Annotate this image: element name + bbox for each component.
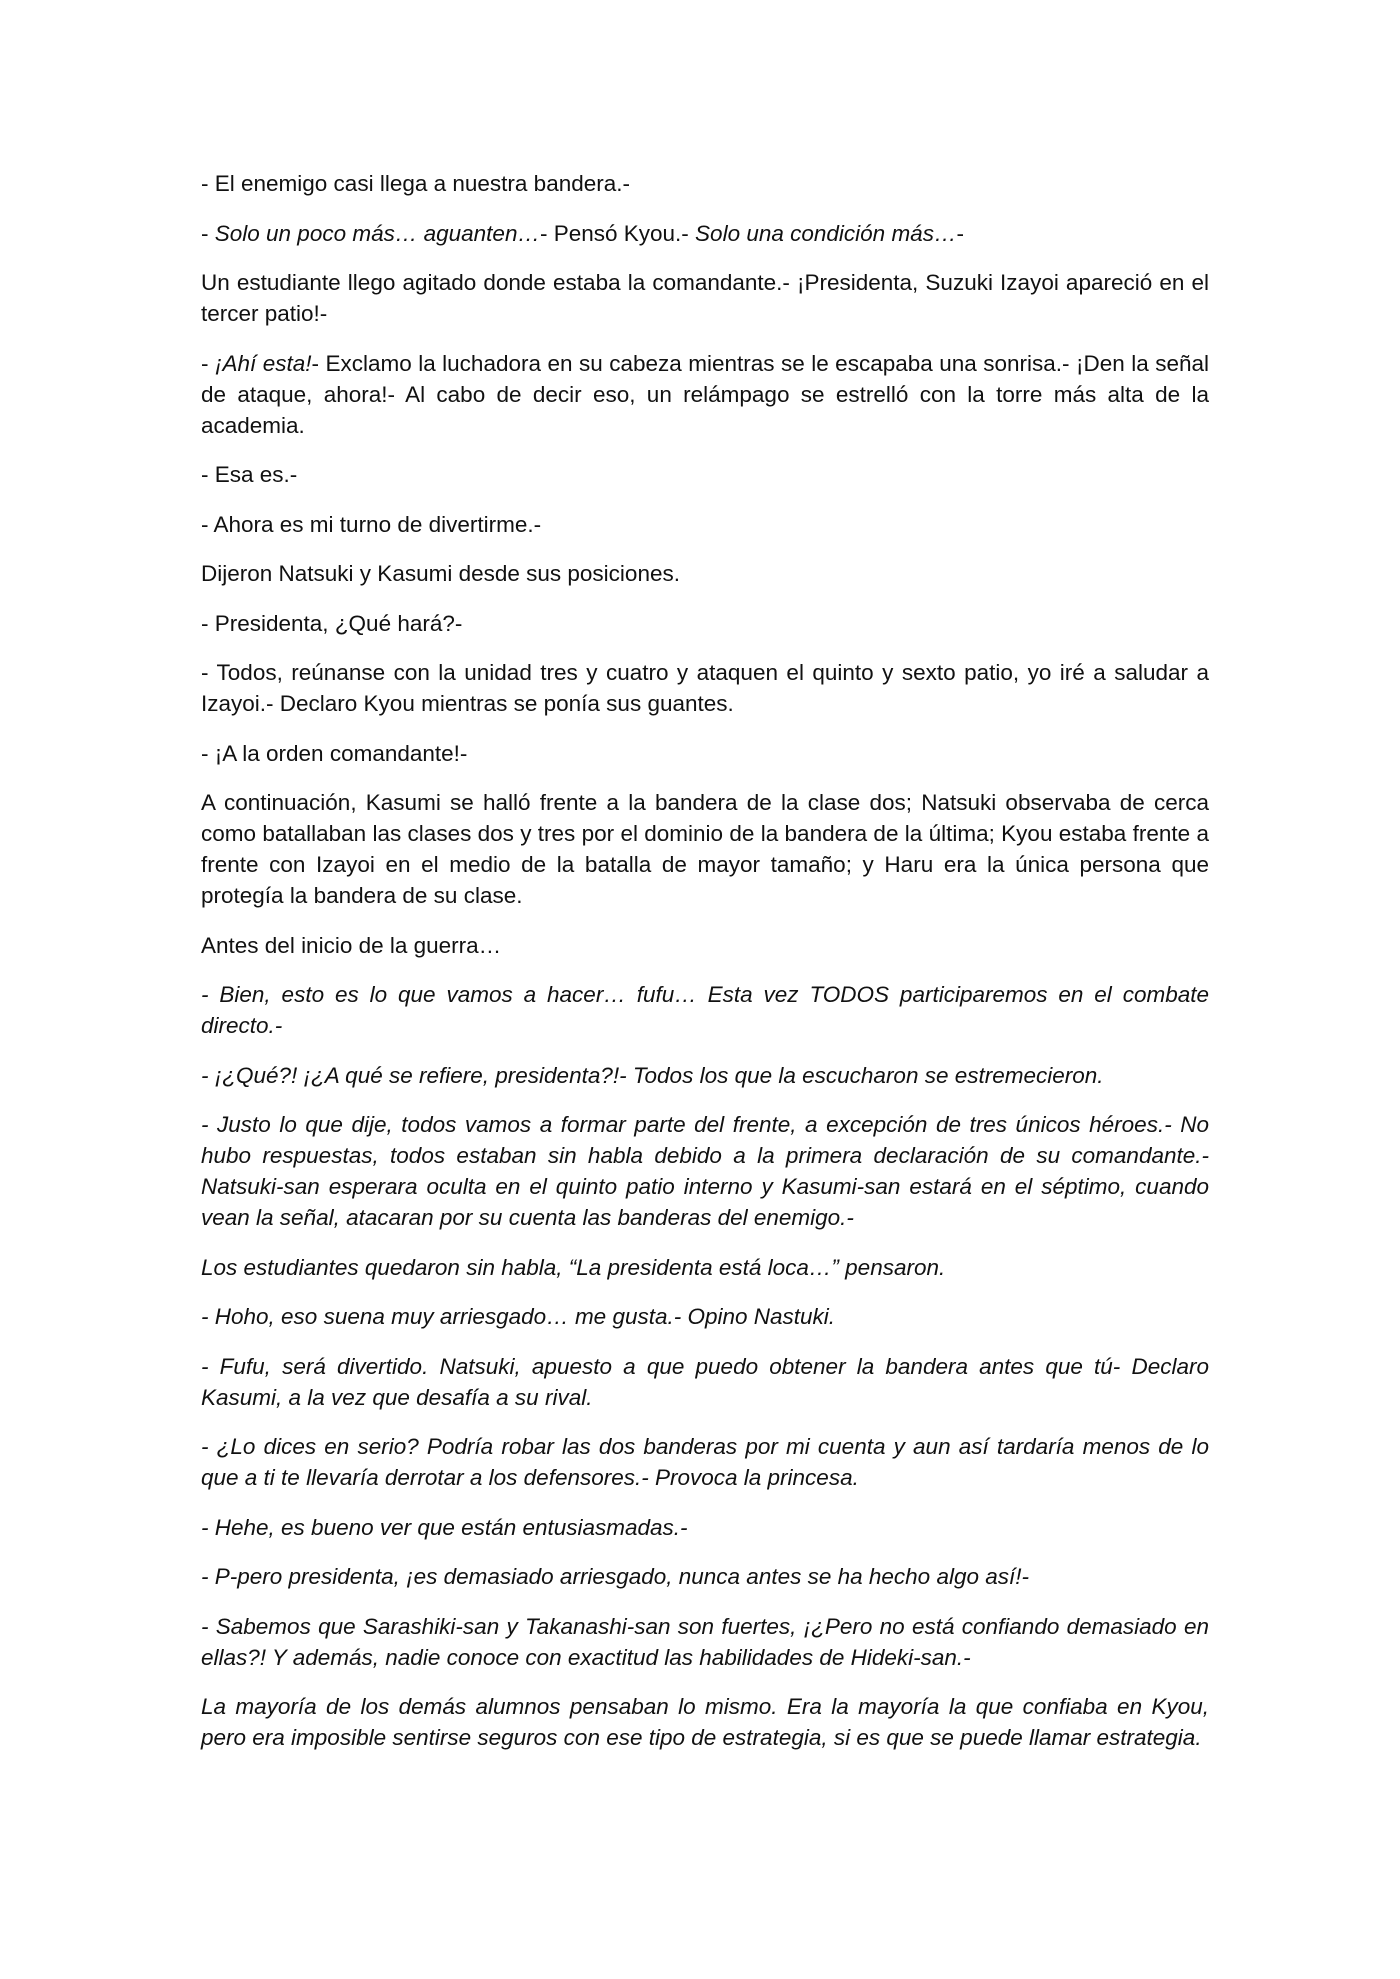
text-segment: - [201,350,215,376]
paragraph [201,1252,1209,1283]
text-segment: - ¿Lo dices en serio? Podría robar las dos banderas por mi cuenta y aun así tardaría menos de lo que a ti te llevaría derrotar a los defensores.- Provoca la princesa. [201,1434,1209,1490]
text-segment: - Pensó Kyou.- [539,220,696,246]
paragraph [201,1512,1209,1543]
text-segment: - Todos, reúnanse con la unidad tres y cuatro y ataquen el quinto y sexto patio, yo iré a saludar a Izayoi.- Declaro Kyou mientras se ponía sus guantes. [201,660,1209,716]
paragraph [201,218,1209,249]
text-segment: - El enemigo casi llega a nuestra bandera.- [201,171,630,196]
paragraph [201,738,1209,769]
text-segment: - Justo lo que dije, todos vamos a formar parte del frente, a excepción de tres únicos héroes.- No hubo respuestas, todos estaban sin habla debido a la primera declaración de su comandante.- Natsuki-san esperara oculta en el quinto patio interno y Kasumi-san estará en el séptimo, cuando vean la señal, atacaran por su cuenta las banderas del enemigo.- [201,1112,1209,1230]
paragraph [201,930,1209,961]
text-segment: - Hehe, es bueno ver que están entusiasmadas.- [201,1514,688,1540]
text-segment: ¡Ahí esta! [214,350,312,376]
body-text [201,168,1209,1772]
paragraph [201,608,1209,639]
paragraph [201,787,1209,911]
paragraph [201,267,1209,329]
text-segment: - Fufu, será divertido. Natsuki, apuesto a que puedo obtener la bandera antes que tú- Declaro Kasumi, a la vez que desafía a su rival. [201,1353,1209,1410]
paragraph [201,509,1209,540]
paragraph [201,1060,1209,1091]
paragraph [201,1351,1209,1413]
paragraph [201,1691,1209,1753]
text-segment: - [956,220,964,246]
text-segment: Un estudiante llego agitado donde estaba la comandante.- ¡Presidenta, Suzuki Izayoi apareció en el tercer patio!- [201,270,1209,326]
paragraph [201,979,1209,1041]
text-segment: Solo una condición más… [695,220,957,246]
text-segment: - P-pero presidenta, ¡es demasiado arriesgado, nunca antes se ha hecho algo así!- [201,1564,1029,1589]
paragraph [201,1431,1209,1493]
text-segment: Dijeron Natsuki y Kasumi desde sus posiciones. [201,561,680,586]
text-segment: - ¡¿Qué?! ¡¿A qué se refiere, presidenta?!- Todos los que la escucharon se estremecieron. [201,1062,1104,1088]
paragraph [201,1301,1209,1332]
paragraph [201,558,1209,589]
paragraph [201,1109,1209,1233]
text-segment: A continuación, Kasumi se halló frente a la bandera de la clase dos; Natsuki observaba de cerca como batallaban las clases dos y tres por el dominio de la bandera de la última; Kyou estaba frente a frente con Izayoi en el medio de la batalla de mayor tamaño; y Haru era la única persona que protegía la bandera de su clase. [201,790,1209,908]
paragraph [201,657,1209,719]
text-segment: - Bien, esto es lo que vamos a hacer… fufu… Esta vez TODOS participaremos en el combate directo.- [201,982,1209,1038]
text-segment: - Presidenta, ¿Qué hará?- [201,610,463,636]
text-segment: - Esa es.- [201,462,298,487]
paragraph [201,459,1209,490]
paragraph [201,1561,1209,1592]
text-segment: Solo un poco más… aguanten… [214,220,540,246]
paragraph [201,348,1209,441]
text-segment: - Sabemos que Sarashiki-san y Takanashi-san son fuertes, ¡¿Pero no está confiando demasiado en ellas?! Y además, nadie conoce con exactitud las habilidades de Hideki-san.- [201,1613,1209,1670]
text-segment: La mayoría de los demás alumnos pensaban lo mismo. Era la mayoría la que confiaba en Kyou, pero era imposible sentirse seguros con ese tipo de estrategia, si es que se puede llamar estrategia. [201,1694,1209,1750]
text-segment: - Hoho, eso suena muy arriesgado… me gusta.- Opino Nastuki. [201,1304,836,1329]
text-segment: Los estudiantes quedaron sin habla, “La presidenta está loca…” pensaron. [201,1254,946,1280]
text-segment: Antes del inicio de la guerra… [201,932,502,958]
text-segment: - ¡A la orden comandante!- [201,740,468,766]
text-segment: - Ahora es mi turno de divertirme.- [201,511,542,537]
paragraph [201,168,1209,199]
text-segment: - Exclamo la luchadora en su cabeza mientras se le escapaba una sonrisa.- ¡Den la señal de ataque, ahora!- Al cabo de decir eso, un relámpago se estrelló con la torre más alta de la academia. [201,350,1209,438]
text-segment: - [201,220,215,246]
paragraph [201,1611,1209,1673]
